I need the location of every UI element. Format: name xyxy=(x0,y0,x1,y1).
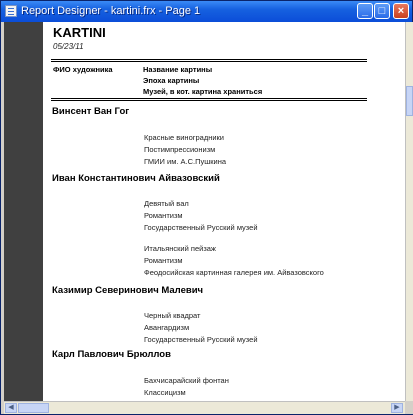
scroll-left-arrow-icon[interactable]: ◀ xyxy=(5,403,17,413)
close-button[interactable]: × xyxy=(393,3,409,19)
horizontal-scroll-thumb[interactable] xyxy=(18,403,49,413)
size-grip[interactable] xyxy=(405,401,413,414)
header-field-museum: Музей, в кот. картина храниться xyxy=(143,87,263,96)
painting-name: Красные виноградники xyxy=(144,133,224,142)
horizontal-scrollbar[interactable] xyxy=(4,401,405,414)
page-margin-area xyxy=(4,22,43,401)
maximize-button[interactable]: □ xyxy=(374,3,390,19)
report-page xyxy=(43,22,407,401)
window-title: Report Designer - kartini.frx - Page 1 xyxy=(21,5,201,17)
header-top-rule-2 xyxy=(51,61,367,62)
painting-epoch: Авангардизм xyxy=(144,323,190,332)
report-title: KARTINI xyxy=(53,25,106,40)
header-bottom-rule xyxy=(51,98,367,99)
painting-epoch: Классицизм xyxy=(144,388,186,397)
painting-museum: Феодосийская картинная галерея им. Айвазовского xyxy=(144,268,324,277)
report-app-icon xyxy=(5,5,17,17)
report-date: 05/23/11 xyxy=(53,42,84,51)
vertical-scroll-thumb[interactable] xyxy=(406,86,413,116)
painting-name: Черный квадрат xyxy=(144,311,201,320)
preview-area[interactable] xyxy=(4,22,407,401)
header-artist-label: ФИО художника xyxy=(53,65,113,74)
artist-name: Казимир Северинович Малевич xyxy=(52,285,204,296)
painting-museum: Государственный Русский музей xyxy=(144,335,258,344)
painting-epoch: Романтизм xyxy=(144,211,183,220)
header-field-painting: Название картины xyxy=(143,65,213,74)
painting-name: Бахчисарайский фонтан xyxy=(144,376,229,385)
header-top-rule xyxy=(51,59,367,60)
artist-name: Винсент Ван Гог xyxy=(52,106,130,117)
header-bottom-rule-2 xyxy=(51,100,367,101)
painting-name: Девятый вал xyxy=(144,199,189,208)
minimize-button[interactable]: _ xyxy=(357,3,373,19)
title-bar[interactable] xyxy=(1,1,412,22)
artist-name: Иван Константинович Айвазовский xyxy=(52,173,220,184)
painting-epoch: Постимпрессионизм xyxy=(144,145,216,154)
header-field-epoch: Эпоха картины xyxy=(143,76,200,85)
painting-museum: Государственный Русский музей xyxy=(144,223,258,232)
painting-epoch: Романтизм xyxy=(144,256,183,265)
vertical-scrollbar[interactable] xyxy=(405,22,413,401)
scroll-right-arrow-icon[interactable]: ▶ xyxy=(391,403,403,413)
painting-museum: ГМИИ им. А.С.Пушкина xyxy=(144,157,227,166)
artist-name: Карл Павлович Брюллов xyxy=(52,349,171,360)
painting-name: Итальянский пейзаж xyxy=(144,244,216,253)
